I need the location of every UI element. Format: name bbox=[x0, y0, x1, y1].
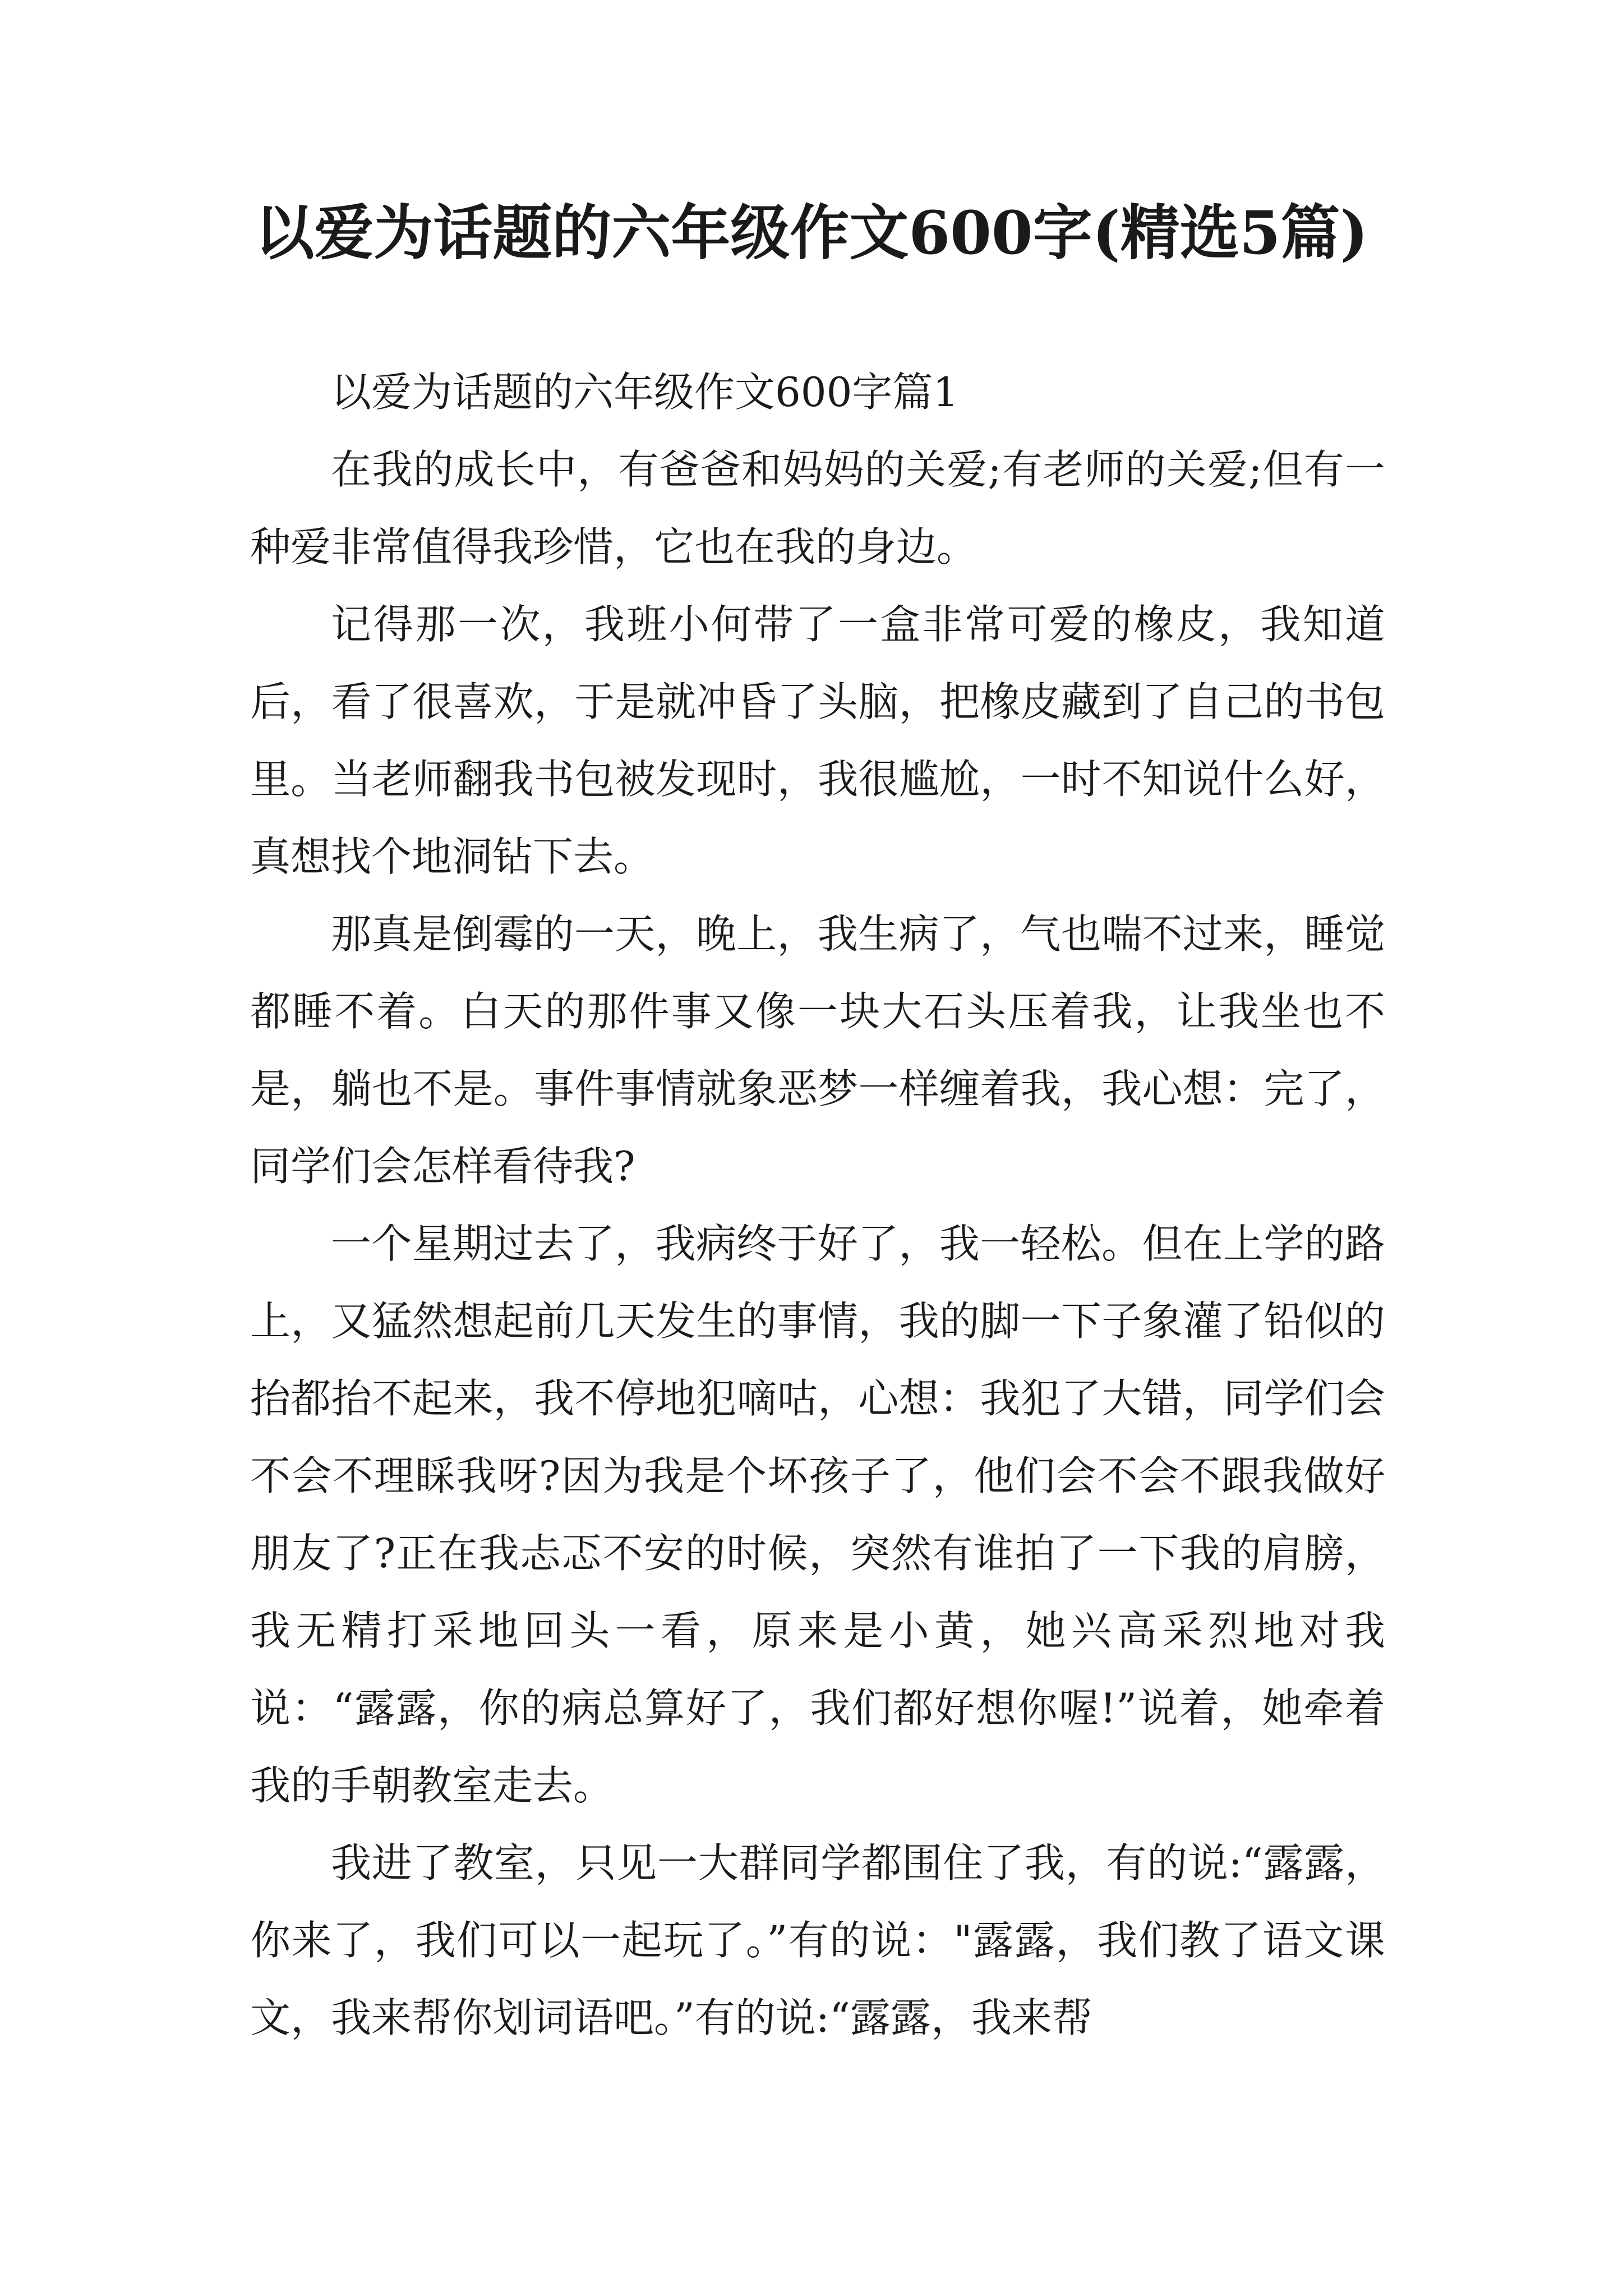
paragraph: 我进了教室，只见一大群同学都围住了我，有的说:“露露，你来了，我们可以一起玩了。”有的说："露露，我们教了语文课文，我来帮你划词语吧。”有的说:“露露，我来帮 bbox=[250, 1839, 1385, 2041]
paragraph: 一个星期过去了，我病终于好了，我一轻松。但在上学的路上，又猛然想起前几天发生的事情，我的脚一下子象灌了铅似的抬都抬不起来，我不停地犯嘀咕，心想：我犯了大错，同学们会不会不理睬我呀?因为我是个坏孩子了，他们会不会不跟我做好朋友了?正在我忐忑不安的时候，突然有谁拍了一下我的肩膀，我无精打采地回头一看，原来是小黄，她兴高采烈地对我说：“露露，你的病总算好了，我们都好想你喔!”说着，她牵着我的手朝教室走去。 bbox=[250, 1220, 1385, 1809]
document-title: 以爱为话题的六年级作文600字(精选5篇) bbox=[255, 197, 1368, 268]
document-body bbox=[250, 353, 1385, 2056]
essay-heading: 以爱为话题的六年级作文600字篇1 bbox=[331, 369, 959, 416]
paragraph: 在我的成长中，有爸爸和妈妈的关爱;有老师的关爱;但有一种爱非常值得我珍惜，它也在我的身边。 bbox=[250, 446, 1385, 570]
paragraph: 那真是倒霉的一天，晚上，我生病了，气也喘不过来，睡觉都睡不着。白天的那件事又像一块大石头压着我，让我坐也不是，躺也不是。事件事情就象恶梦一样缠着我，我心想：完了，同学们会怎样看待我? bbox=[250, 910, 1385, 1190]
paragraph: 记得那一次，我班小何带了一盒非常可爱的橡皮，我知道后，看了很喜欢，于是就冲昏了头脑，把橡皮藏到了自己的书包里。当老师翻我书包被发现时，我很尴尬，一时不知说什么好，真想找个地洞钻下去。 bbox=[250, 601, 1385, 880]
